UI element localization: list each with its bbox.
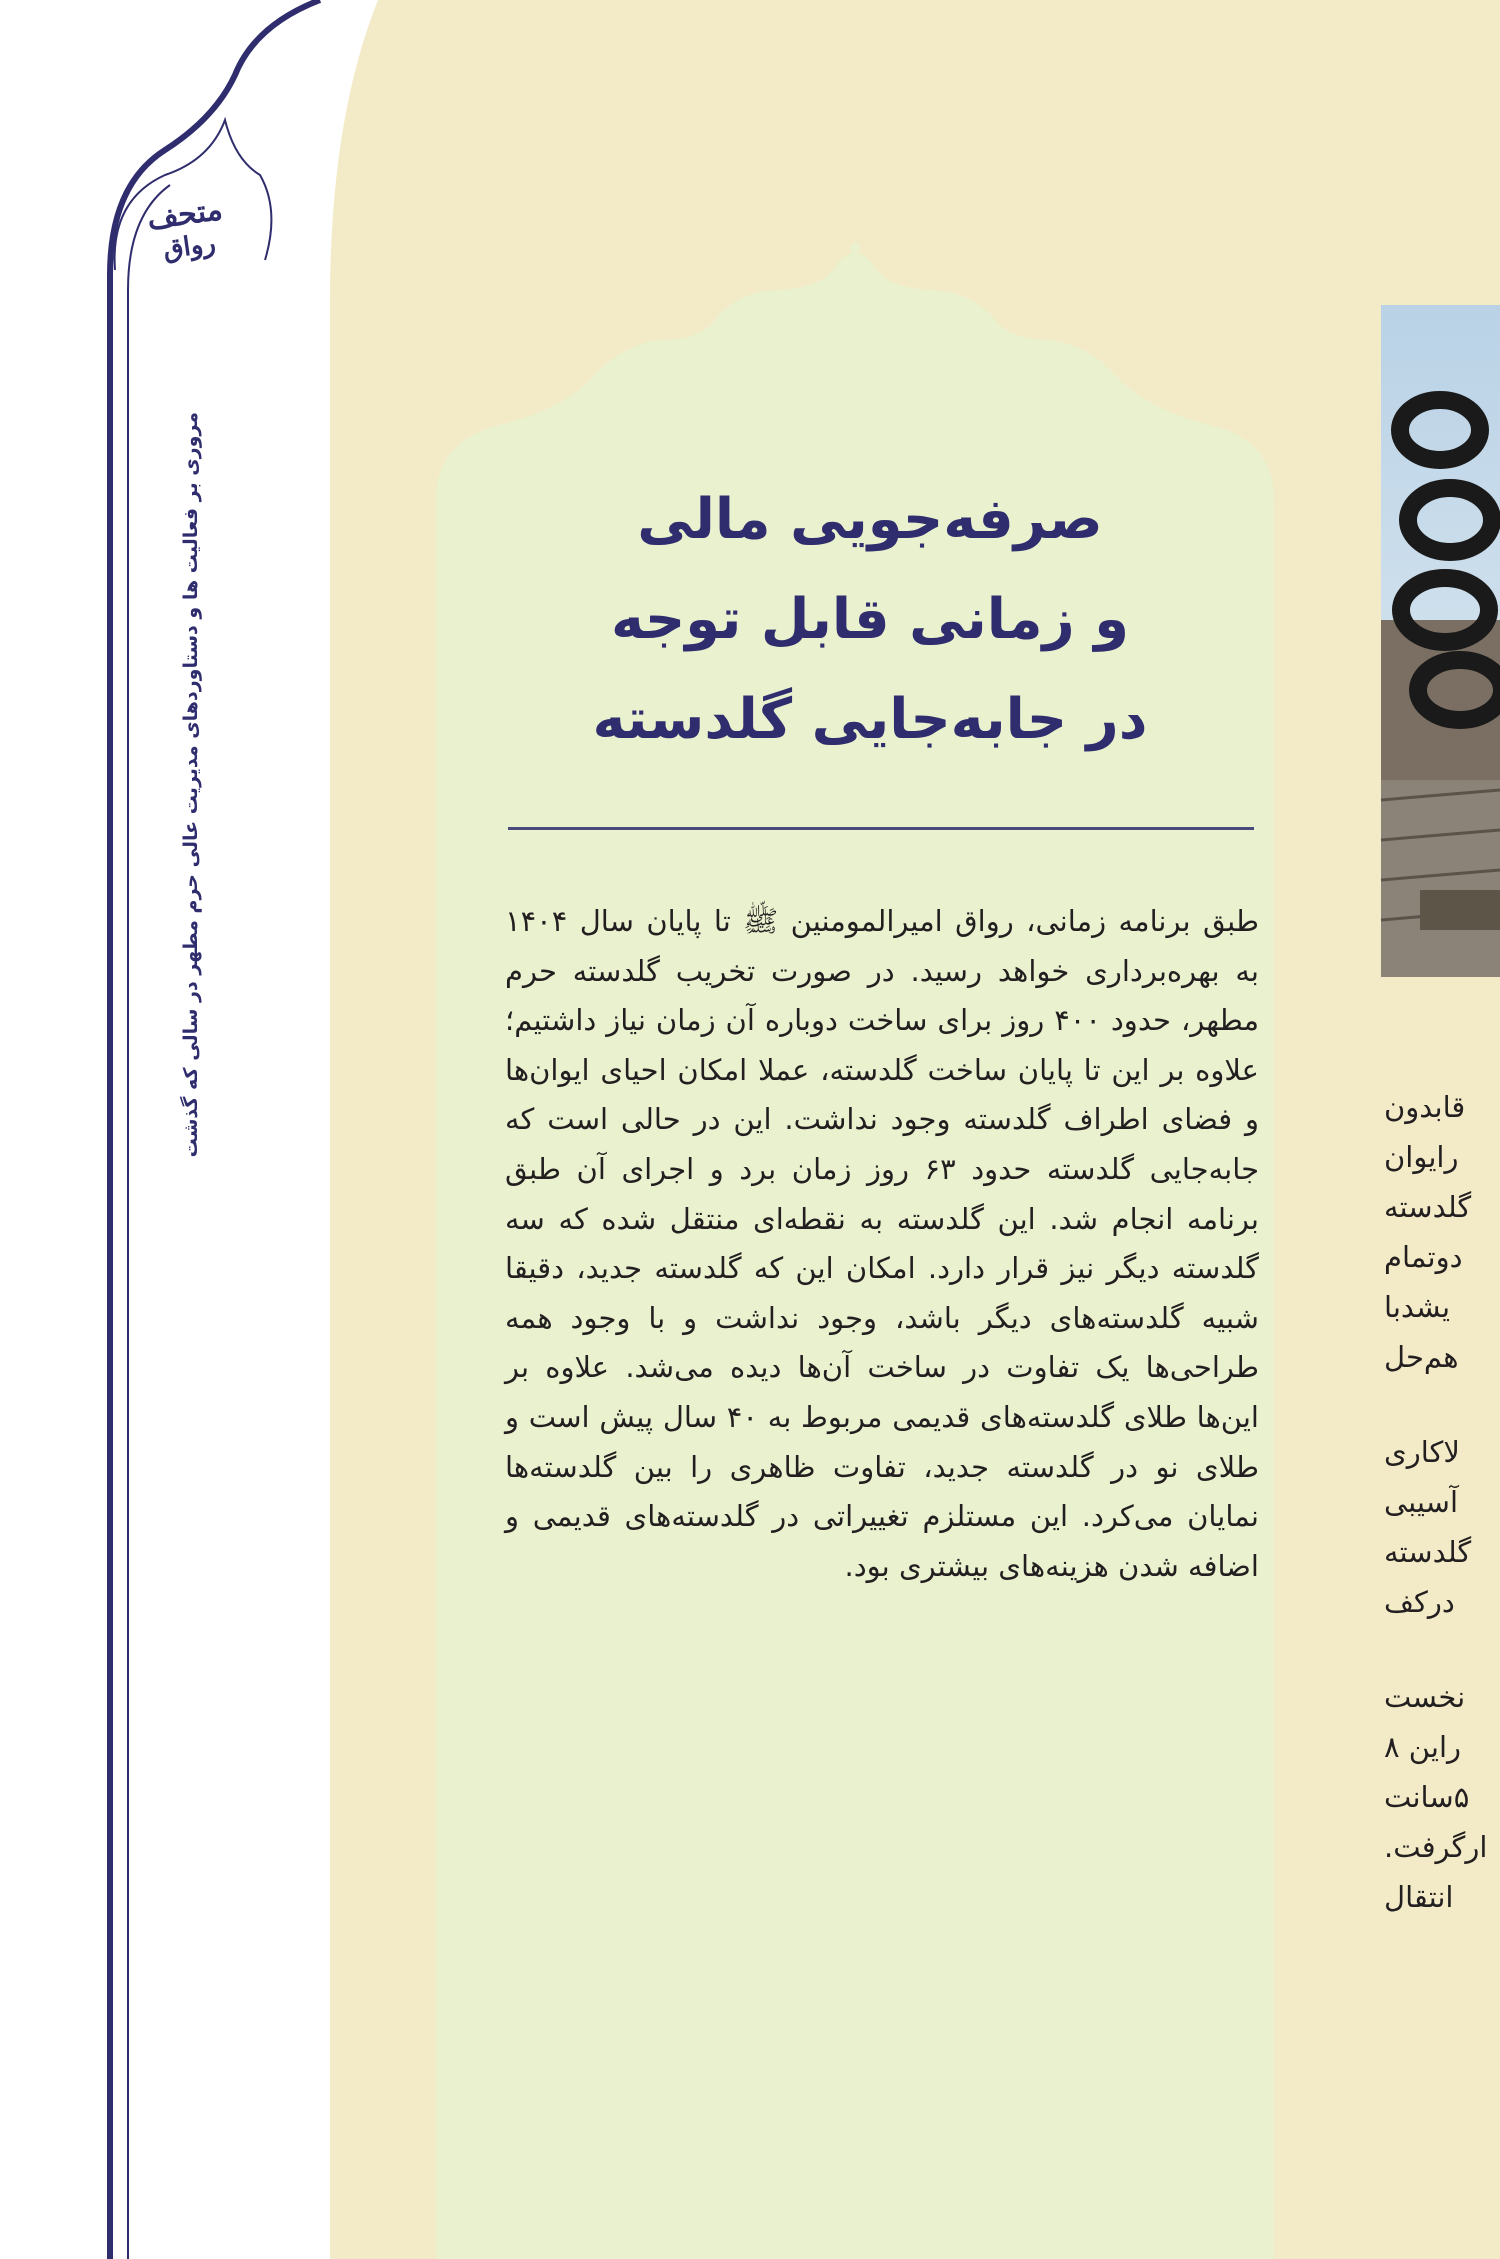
next-column-line: درکف	[1384, 1585, 1455, 1619]
next-column-line: ارگرفت.	[1384, 1830, 1488, 1864]
article-title	[470, 470, 1270, 770]
next-column-line: نخست	[1384, 1680, 1466, 1714]
next-column-line: گلدسته	[1384, 1535, 1472, 1569]
next-column-line: آسیبی	[1384, 1485, 1459, 1519]
next-column-line: هم‌حل	[1384, 1340, 1459, 1374]
navy-frame-inner	[128, 185, 170, 2259]
next-column-line: ۵سانت	[1384, 1780, 1470, 1814]
next-column-line: انتقال	[1384, 1880, 1454, 1914]
next-column-line: گلدسته	[1384, 1190, 1472, 1224]
logo-line-2: رواق	[161, 228, 218, 266]
title-line-2: و زمانی قابل توجه	[610, 587, 1130, 652]
next-column-line: قابدون	[1384, 1090, 1466, 1124]
section-caption	[176, 355, 206, 1215]
title-line-3: در جابه‌جایی گلدسته	[592, 687, 1148, 752]
title-line-1: صرفه‌جویی مالی	[637, 487, 1103, 552]
minaret-photo	[1381, 305, 1500, 977]
next-column-line: دوتمام	[1384, 1240, 1463, 1274]
next-column-line: رایوان	[1384, 1140, 1459, 1174]
article-paragraph: طبق برنامه زمانی، رواق امیرالمومنین ﷺ تا پایان سال ۱۴۰۴ به بهره‌برداری خواهد رسید. در صورت تخریب گلدسته حرم مطهر، حدود ۴۰۰ روز برای ساخت دوباره آن زمان نیاز داشتیم؛ علاوه بر این تا پایان ساخت گلدسته، عملا امکان احیای ایوان‌ها و فضای اطراف گلدسته وجود نداشت. این در حالی است که جابه‌جایی گلدسته حدود ۶۳ روز زمان برد و اجرای آن طبق برنامه انجام شد. این گلدسته به نقطه‌ای منتقل شده که سه گلدسته دیگر نیز قرار دارد. امکان این که گلدسته جدید، دقیقا شبیه گلدسته‌های دیگر باشد، وجود نداشت و با وجود همه طراحی‌ها یک تفاوت در ساخت آن‌ها دیده می‌شد. علاوه بر این‌ها طلای گلدسته‌های قدیمی مربوط به ۴۰ سال پیش است و طلای نو در گلدسته جدید، تفاوت ظاهری را بین گلدسته‌ها نمایان می‌کرد. این مستلزم تغییراتی در گلدسته‌های قدیمی و اضافه شدن هزینه‌های بیشتری بود.	[505, 904, 1259, 1583]
logo	[105, 165, 269, 295]
section-caption-text: مروری بر فعالیت ها و دستاوردهای مدیریت عالی حرم مطهر در سالی که گذشت	[180, 412, 202, 1158]
article-body	[505, 897, 1259, 1591]
navy-frame	[110, 0, 320, 2259]
next-column-line: راین ۸	[1384, 1730, 1462, 1764]
next-column	[1384, 1090, 1500, 2259]
next-column-line: لاکاری	[1384, 1435, 1460, 1469]
logo-line-1: متحف	[145, 192, 225, 238]
title-divider	[508, 827, 1254, 830]
next-column-line: یشدبا	[1384, 1290, 1451, 1324]
